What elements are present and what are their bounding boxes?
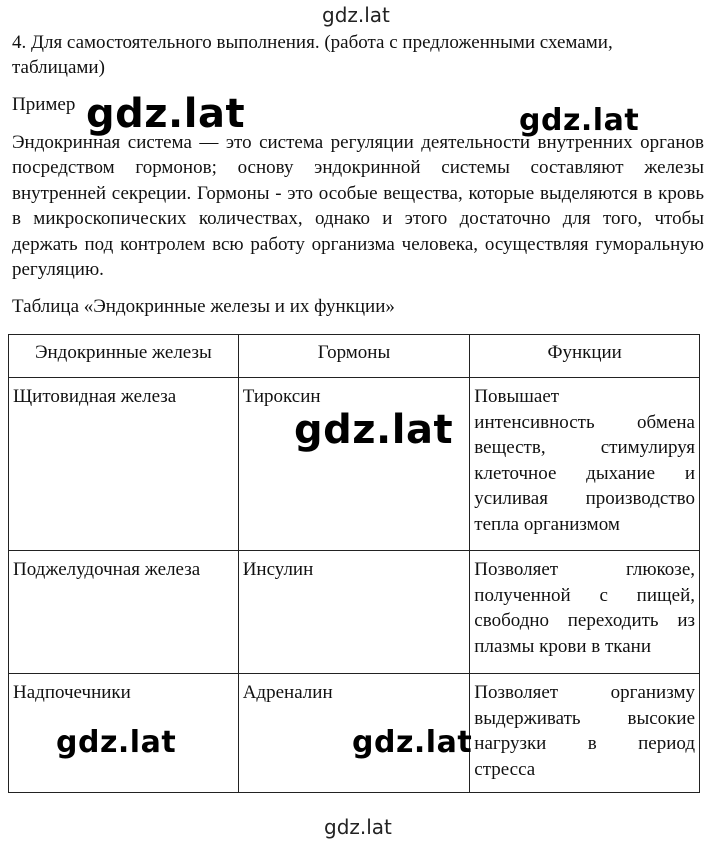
hormone-cell: Инсулин <box>238 551 470 674</box>
table-row <box>9 551 700 674</box>
function-line: плазмы крови в ткани <box>474 635 652 657</box>
function-line: стресса <box>474 758 536 780</box>
hormone-cell: Тироксин <box>238 378 470 551</box>
watermark-right: gdz.lat <box>519 103 640 138</box>
function-line: свободно переходить из <box>474 610 695 631</box>
header-functions: Функции <box>470 335 700 378</box>
watermark-bottom: gdz.lat <box>324 815 392 839</box>
function-line: полученной с пищей, <box>474 584 695 606</box>
table-header-row <box>9 335 700 378</box>
function-cell <box>470 674 700 793</box>
watermark-top: gdz.lat <box>322 3 390 27</box>
hormone-cell: Адреналин <box>238 674 470 793</box>
function-cell <box>470 378 700 551</box>
example-label: Пример <box>12 94 76 115</box>
header-hormones: Гормоны <box>238 335 470 378</box>
watermark-table-bottom-mid: gdz.lat <box>352 725 473 760</box>
function-line: тепла организмом <box>474 513 620 535</box>
function-line: выдерживать высокие <box>474 707 695 729</box>
gland-cell: Надпочечники <box>9 674 239 793</box>
function-line: веществ, стимулируя <box>474 437 695 458</box>
function-cell <box>470 551 700 674</box>
watermark-table-center: gdz.lat <box>290 410 457 450</box>
table-row <box>9 378 700 551</box>
function-line: усиливая производство <box>474 488 695 509</box>
watermark-large-left: gdz.lat <box>86 91 246 137</box>
function-line: Позволяет организму <box>474 682 695 703</box>
function-line: нагрузки в период <box>474 733 695 754</box>
function-line: Позволяет глюкозе, <box>474 559 695 580</box>
task-heading: 4. Для самостоятельного выполнения. (работа с предложенными схемами, таблицами) <box>12 32 613 78</box>
gland-cell: Щитовидная железа <box>9 378 239 551</box>
table-caption: Таблица «Эндокринные железы и их функции» <box>12 296 395 317</box>
intro-paragraph: Эндокринная система — это система регуляции деятельности внутренних органов посредством гормонов; основу эндокринной системы составляют железы внутренней секреции. Гормоны - это особые вещества, которые выделяются в кровь в микроскопических количествах, однако и этого достаточно для того, чтобы держать под контролем всю работу организма человека, осуществляя гуморальную регуляцию. <box>12 132 704 281</box>
function-line: клеточное дыхание и <box>474 462 695 484</box>
function-line: Повышает <box>474 386 560 407</box>
gland-cell: Поджелудочная железа <box>9 551 239 674</box>
header-glands: Эндокринные железы <box>9 335 239 378</box>
function-line: интенсивность обмена <box>474 411 695 433</box>
watermark-table-bottom-left: gdz.lat <box>56 725 177 760</box>
